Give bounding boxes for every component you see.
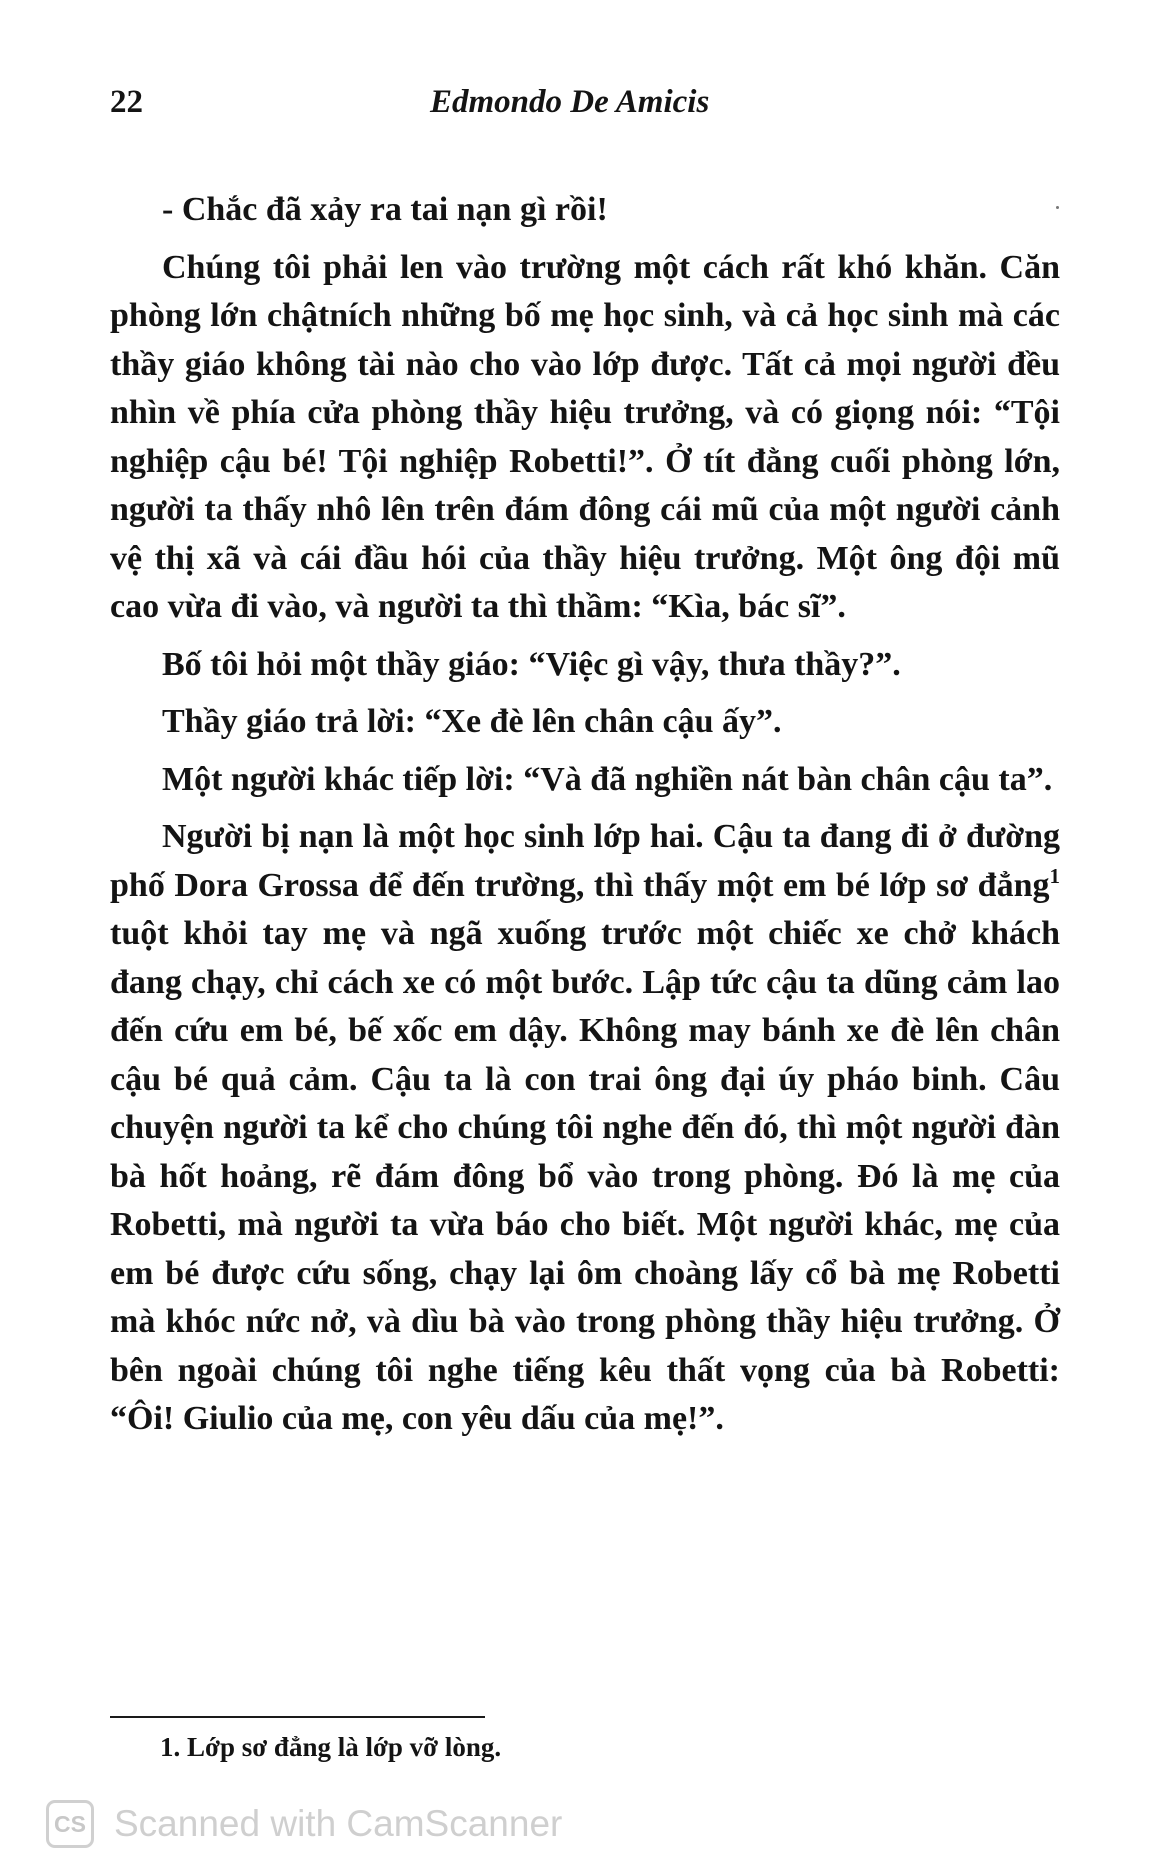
scan-speck [1056,206,1059,209]
paragraph: Bố tôi hỏi một thầy giáo: “Việc gì vậy, thưa thầy?”. [162,645,901,683]
paragraph: Chúng tôi phải len vào trường một cách rất khó khăn. Căn phòng lớn chậtních những bố mẹ học sinh, và cả học sinh mà các thầy giáo không tài nào cho vào lớp được. Tất cả mọi người đều nhìn về phía cửa phòng thầy hiệu trưởng, và có giọng nói: “Tội nghiệp cậu bé! Tội nghiệp Robetti!”. Ở tít đằng cuối phòng lớn, người ta thấy nhô lên trên đám đông cái mũ của một người cảnh vệ thị xã và cái đầu hói của thầy hiệu trưởng. Một ông đội mũ cao vừa đi vào, và người ta thì thầm: “Kìa, bác sĩ”. [110,248,1060,625]
body-text [110,186,1060,1453]
paragraph [110,813,1060,1444]
running-title: Edmondo De Amicis [430,84,710,120]
camscanner-logo-icon: CS [46,1800,94,1848]
paragraph: Một người khác tiếp lời: “Và đã nghiền nát bàn chân cậu ta”. [162,760,1053,798]
footnote: 1. Lớp sơ đẳng là lớp vỡ lòng. [160,1732,502,1762]
paragraph: - Chắc đã xảy ra tai nạn gì rồi! [162,191,608,228]
footnote-divider [110,1716,485,1718]
footnote-reference: 1 [1049,863,1060,888]
paragraph: Thầy giáo trả lời: “Xe đè lên chân cậu ấy”. [162,703,782,740]
watermark-text: Scanned with CamScanner [114,1803,563,1844]
paragraph-text: Người bị nạn là một học sinh lớp hai. Cậu ta đang đi ở đường phố Dora Grossa để đến trường, thì thấy một em bé lớp sơ đẳng [110,818,1060,904]
page-header [110,84,1060,132]
paragraph-text: tuột khỏi tay mẹ và ngã xuống trước một chiếc xe chở khách đang chạy, chỉ cách xe có một bước. Lập tức cậu ta dũng cảm lao đến cứu em bé, bế xốc em dậy. Không may bánh xe đè lên chân cậu bé quả cảm. Cậu ta là con trai ông đại úy pháo binh. Câu chuyện người ta kể cho chúng tôi nghe đến đó, thì một người đàn bà hốt hoảng, rẽ đám đông bổ vào trong phòng. Đó là mẹ của Robetti, mà người ta vừa báo cho biết. Một người khác, mẹ của em bé được cứu sống, chạy lại ôm choàng lấy cổ bà mẹ Robetti mà khóc nức nở, và dìu bà vào trong phòng thầy hiệu trưởng. Ở bên ngoài chúng tôi nghe tiếng kêu thất vọng của bà Robetti: “Ôi! Giulio của mẹ, con yêu dấu của mẹ!”. [110,915,1060,1437]
camscanner-watermark [46,1800,686,1852]
page-number: 22 [110,84,143,120]
